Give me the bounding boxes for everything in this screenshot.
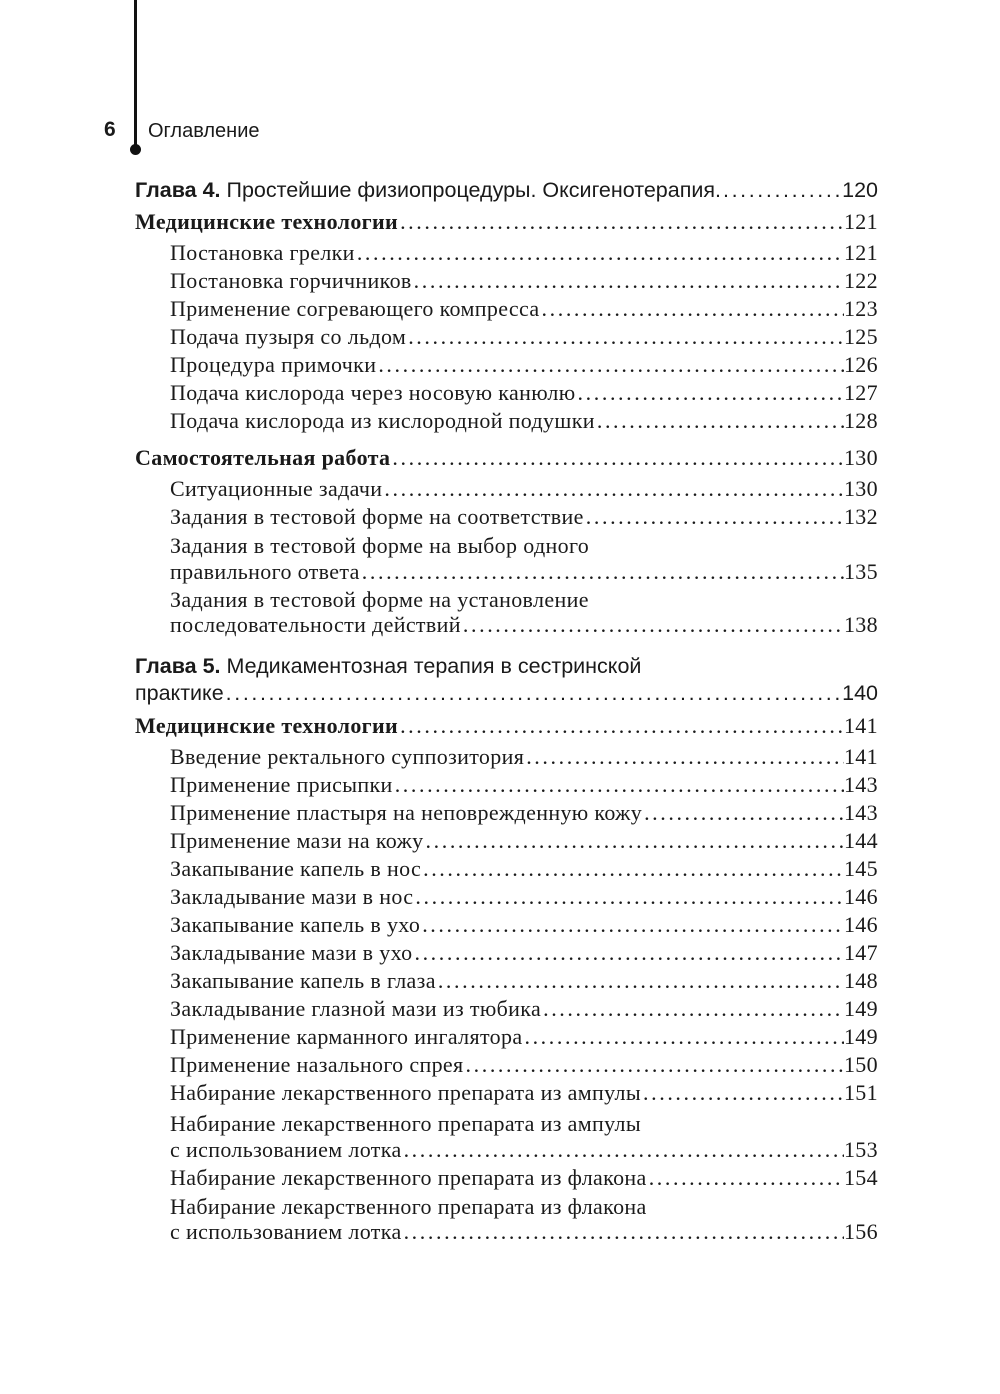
toc-entry-title: Подача кислорода через носовую канюлю <box>170 380 576 405</box>
toc-item <box>170 911 878 939</box>
toc-entry-title: Глава 4. Простейшие физиопроцедуры. Оксигенотерапия. <box>135 178 721 202</box>
toc-item <box>170 295 878 323</box>
toc-entry-title: Закладывание мази в ухо <box>170 940 413 965</box>
toc-page-number: 149 <box>843 1024 878 1049</box>
toc-item <box>170 1218 878 1246</box>
dot-leader <box>436 967 844 995</box>
toc-section-medical-technologies <box>135 712 878 740</box>
dot-leader <box>421 855 844 883</box>
toc-entry-title: Закладывание глазной мази из тюбика <box>170 996 542 1021</box>
dot-leader <box>595 407 844 435</box>
running-header: Оглавление <box>148 120 260 142</box>
toc-item <box>170 323 878 351</box>
dot-leader <box>382 475 844 503</box>
toc-item <box>170 855 878 883</box>
toc-page-number: 127 <box>843 380 878 405</box>
toc-entry-title: Подача кислорода из кислородной подушки <box>170 408 595 433</box>
toc-page-number: 150 <box>843 1052 878 1077</box>
dot-leader <box>412 267 844 295</box>
toc-section-medical-technologies <box>135 208 878 236</box>
dot-leader <box>524 743 844 771</box>
toc-page-number: 135 <box>843 559 878 584</box>
page-number: 6 <box>104 118 116 141</box>
dot-leader <box>576 379 844 407</box>
dot-leader <box>360 558 844 586</box>
dot-leader <box>461 611 844 639</box>
toc-item-first-line: Набирание лекарственного препарата из ампулы <box>170 1111 642 1136</box>
toc-page-number: 146 <box>843 884 878 909</box>
dot-leader <box>376 351 844 379</box>
toc-item-first-line: Набирание лекарственного препарата из флакона <box>170 1194 647 1219</box>
toc-entry-title: с использованием лотка <box>170 1137 402 1162</box>
toc-chapter-5-first-line: Глава 5. Медикаментозная терапия в сестринской <box>135 654 642 678</box>
toc-entry-title: Постановка горчичников <box>170 268 412 293</box>
dot-leader <box>393 771 844 799</box>
toc-item-first-line: Задания в тестовой форме на установление <box>170 587 589 612</box>
toc-entry-title: Применение присыпки <box>170 772 393 797</box>
toc-entry-title: Применение назального спрея <box>170 1052 464 1077</box>
toc-item <box>170 558 878 586</box>
toc-page-number: 151 <box>843 1080 878 1105</box>
toc-page-number: 130 <box>843 476 878 501</box>
toc-entry-title: Ситуационные задачи <box>170 476 383 501</box>
margin-rule <box>134 0 137 148</box>
toc-entry-title: Задания в тестовой форме на соответствие <box>170 504 584 529</box>
toc-item <box>170 407 878 435</box>
toc-entry-title: Набирание лекарственного препарата из флакона <box>170 1165 647 1190</box>
toc-entry-title: Самостоятельная работа <box>135 445 391 470</box>
toc-page-number: 145 <box>843 856 878 881</box>
dot-leader <box>406 323 844 351</box>
toc-entry-title: Применение пластыря на неповрежденную кожу <box>170 800 643 825</box>
toc-item <box>170 827 878 855</box>
toc-page-number: 154 <box>843 1165 878 1190</box>
toc-page-number: 122 <box>843 268 878 293</box>
toc-page-number: 121 <box>843 240 878 265</box>
toc-entry-title: Закладывание мази в нос <box>170 884 414 909</box>
toc-entry-title: Введение ректального суппозитория <box>170 744 525 769</box>
toc-page-number: 138 <box>843 612 878 637</box>
toc-page-number: 144 <box>843 828 878 853</box>
toc-item <box>170 351 878 379</box>
toc-item <box>170 611 878 639</box>
dot-leader <box>641 1079 844 1107</box>
toc-page-number: 123 <box>843 296 878 321</box>
toc-item <box>170 883 878 911</box>
toc-entry-title: Медицинские технологии <box>135 713 399 738</box>
toc-item <box>170 1136 878 1164</box>
dot-leader <box>402 1218 844 1246</box>
toc-entry-title: Набирание лекарственного препарата из ампулы <box>170 1080 642 1105</box>
toc-page-number: 147 <box>843 940 878 965</box>
toc-item <box>170 379 878 407</box>
dot-leader <box>402 1136 844 1164</box>
dot-leader <box>464 1051 844 1079</box>
chapter-label: Глава 5. <box>135 654 221 678</box>
dot-leader <box>398 712 844 740</box>
toc-page-number: 156 <box>843 1219 878 1244</box>
dot-leader <box>355 239 844 267</box>
toc-entry-title: Закапывание капель в нос <box>170 856 422 881</box>
dot-leader <box>642 799 844 827</box>
toc-page-number: 141 <box>843 744 878 769</box>
toc-item <box>170 799 878 827</box>
dot-leader <box>398 208 844 236</box>
toc-page-number: 149 <box>843 996 878 1021</box>
toc-page-number: 143 <box>843 772 878 797</box>
toc-entry-title: последовательности действий <box>170 612 461 637</box>
dot-leader <box>420 911 844 939</box>
toc-entry-title: Подача пузыря со льдом <box>170 324 407 349</box>
toc-entry-title: правильного ответа <box>170 559 360 584</box>
toc-item <box>170 771 878 799</box>
toc-page-number: 153 <box>843 1137 878 1162</box>
dot-leader <box>224 679 842 707</box>
toc-entry-title: Процедура примочки <box>170 352 377 377</box>
toc-page-number: 140 <box>842 681 878 705</box>
toc-page-number: 141 <box>843 713 878 738</box>
toc-page-number: 120 <box>842 178 878 202</box>
toc-page-number: 121 <box>843 209 878 234</box>
dot-leader <box>647 1164 844 1192</box>
toc-item <box>170 1164 878 1192</box>
dot-leader <box>424 827 844 855</box>
toc-item <box>170 967 878 995</box>
toc-item <box>170 1023 878 1051</box>
toc-entry-title: Медицинские технологии <box>135 209 399 234</box>
toc-page-number: 130 <box>843 445 878 470</box>
dot-leader <box>540 295 844 323</box>
toc-page-number: 126 <box>843 352 878 377</box>
toc-item <box>170 1051 878 1079</box>
toc-page-number: 148 <box>843 968 878 993</box>
toc-entry-title: Постановка грелки <box>170 240 355 265</box>
dot-leader <box>584 503 844 531</box>
toc-entry-title: Закапывание капель в ухо <box>170 912 421 937</box>
dot-leader <box>390 444 844 472</box>
toc-item <box>170 503 878 531</box>
toc-chapter-4 <box>135 176 878 204</box>
toc-entry-title: Применение согревающего компресса <box>170 296 540 321</box>
chapter-label: Глава 4. <box>135 178 221 202</box>
toc-page-number: 128 <box>843 408 878 433</box>
toc-section-self-study <box>135 444 878 472</box>
toc-page-number: 143 <box>843 800 878 825</box>
toc-item <box>170 239 878 267</box>
dot-leader <box>412 939 843 967</box>
toc-chapter-5 <box>135 679 878 707</box>
toc-entry-title: с использованием лотка <box>170 1219 402 1244</box>
dot-leader <box>522 1023 843 1051</box>
toc-entry-title: Применение мази на кожу <box>170 828 424 853</box>
toc-item-first-line: Задания в тестовой форме на выбор одного <box>170 533 590 558</box>
toc-entry-title: Закапывание капель в глаза <box>170 968 436 993</box>
toc-entry-title: Применение карманного ингалятора <box>170 1024 523 1049</box>
toc-item <box>170 1079 878 1107</box>
margin-rule-dot <box>130 144 141 155</box>
dot-leader <box>413 883 844 911</box>
toc-item <box>170 743 878 771</box>
dot-leader <box>721 176 842 204</box>
toc-item <box>170 475 878 503</box>
toc-page-number: 125 <box>843 324 878 349</box>
toc-page-number: 146 <box>843 912 878 937</box>
toc-item <box>170 995 878 1023</box>
toc-page-number: 132 <box>843 504 878 529</box>
dot-leader <box>541 995 844 1023</box>
toc-item <box>170 939 878 967</box>
toc-item <box>170 267 878 295</box>
toc-entry-title: практике <box>135 681 224 705</box>
